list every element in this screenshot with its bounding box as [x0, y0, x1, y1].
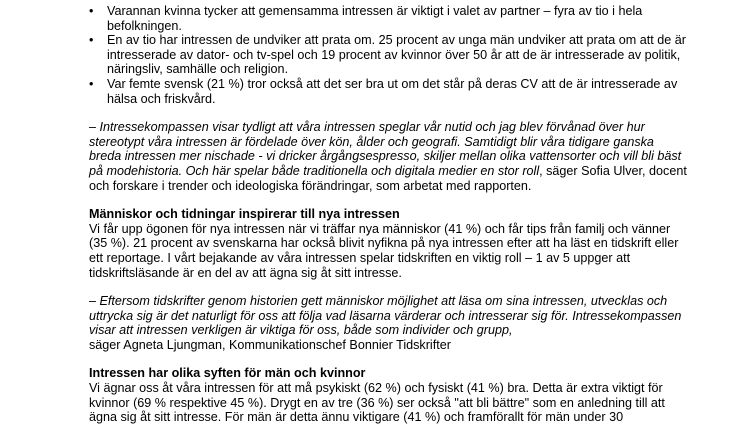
- list-item: [89, 33, 689, 77]
- bullet-icon: •: [89, 4, 94, 18]
- bullet-text: Varannan kvinna tycker att gemensamma intressen är viktigt i valet av partner – fyra av tio i hela befolkningen.: [107, 4, 643, 33]
- key-findings-list: [89, 4, 689, 106]
- section-body: Vi ägnar oss åt våra intressen för att må psykiskt (62 %) och fysiskt (41 %) bra. Detta är extra viktigt för kvinnor (69 % respektive 45 %). Drygt en av tre (36 %) ser också "att bli bättre" som en anledning till att ägna sig åt sitt intresse. För män är detta ännu viktigare (41 %) och framförallt för män under 30: [89, 381, 665, 425]
- bullet-text: En av tio har intressen de undviker att prata om. 25 procent av unga män undviker att prata om att de är intresserade av dator- och tv-spel och 19 procent av kvinnor över 50 år att de är intresserade av politik, näringsliv, samhälle och religion.: [107, 33, 686, 77]
- bullet-icon: •: [89, 76, 94, 91]
- section-heading: Människor och tidningar inspirerar till nya intressen: [89, 207, 400, 222]
- list-item: [89, 77, 689, 106]
- bullet-text: Var femte svensk (21 %) tror också att det ser bra ut om det står på deras CV att de är intresserade av hälsa och friskvård.: [107, 76, 678, 106]
- quote-text: – Intressekompassen visar tydligt att våra intressen speglar vår nutid och jag blev förvånad över hur stereotypt våra intressen är fördelade över kön, ålder och geografi. Samtidigt blir våra tidigare ganska breda intressen mer nischade - vi dricker årgångsespresso, skiljer mellan olika vattensorter och vill bli bäst på modehistoria. Och här spelar både traditionella och digitala medier en stor roll: [89, 120, 682, 178]
- quote-ljungman: [89, 294, 689, 352]
- quote-ulver: [89, 120, 689, 193]
- section-heading: Intressen har olika syften för män och kvinnor: [89, 366, 366, 381]
- document-page: [89, 4, 689, 425]
- quote-attribution: , säger Sofia Ulver, docent och forskare i trender och ideologiska förändringar, som arbetat med rapporten.: [89, 163, 687, 193]
- quote-attribution: säger Agneta Ljungman, Kommunikationschef Bonnier Tidskrifter: [89, 337, 451, 352]
- section-body: Vi får upp ögonen för nya intressen när vi träffar nya människor (41 %) och får tips från familj och vänner (35 %). 21 procent av svenskarna har också blivit nyfikna på nya intressen efter att ha läst en tidskrift eller ett reportage. I vårt bejakande av våra intressen spelar tidskriften en viktig roll – 1 av 5 uppger att tidskriftsläsande är en del av att ägna sig åt sitt intresse.: [89, 221, 679, 280]
- list-item: [89, 4, 689, 33]
- bullet-icon: •: [89, 33, 94, 48]
- quote-text: – Eftersom tidskrifter genom historien gett människor möjlighet att läsa om sina intressen, utvecklas och uttrycka sig är det naturligt för oss att följa vad läsarna värderar och intresserar sig för. Intressekompassen visar att intressen verkligen är viktiga för oss, både som individer och grupp,: [89, 294, 682, 338]
